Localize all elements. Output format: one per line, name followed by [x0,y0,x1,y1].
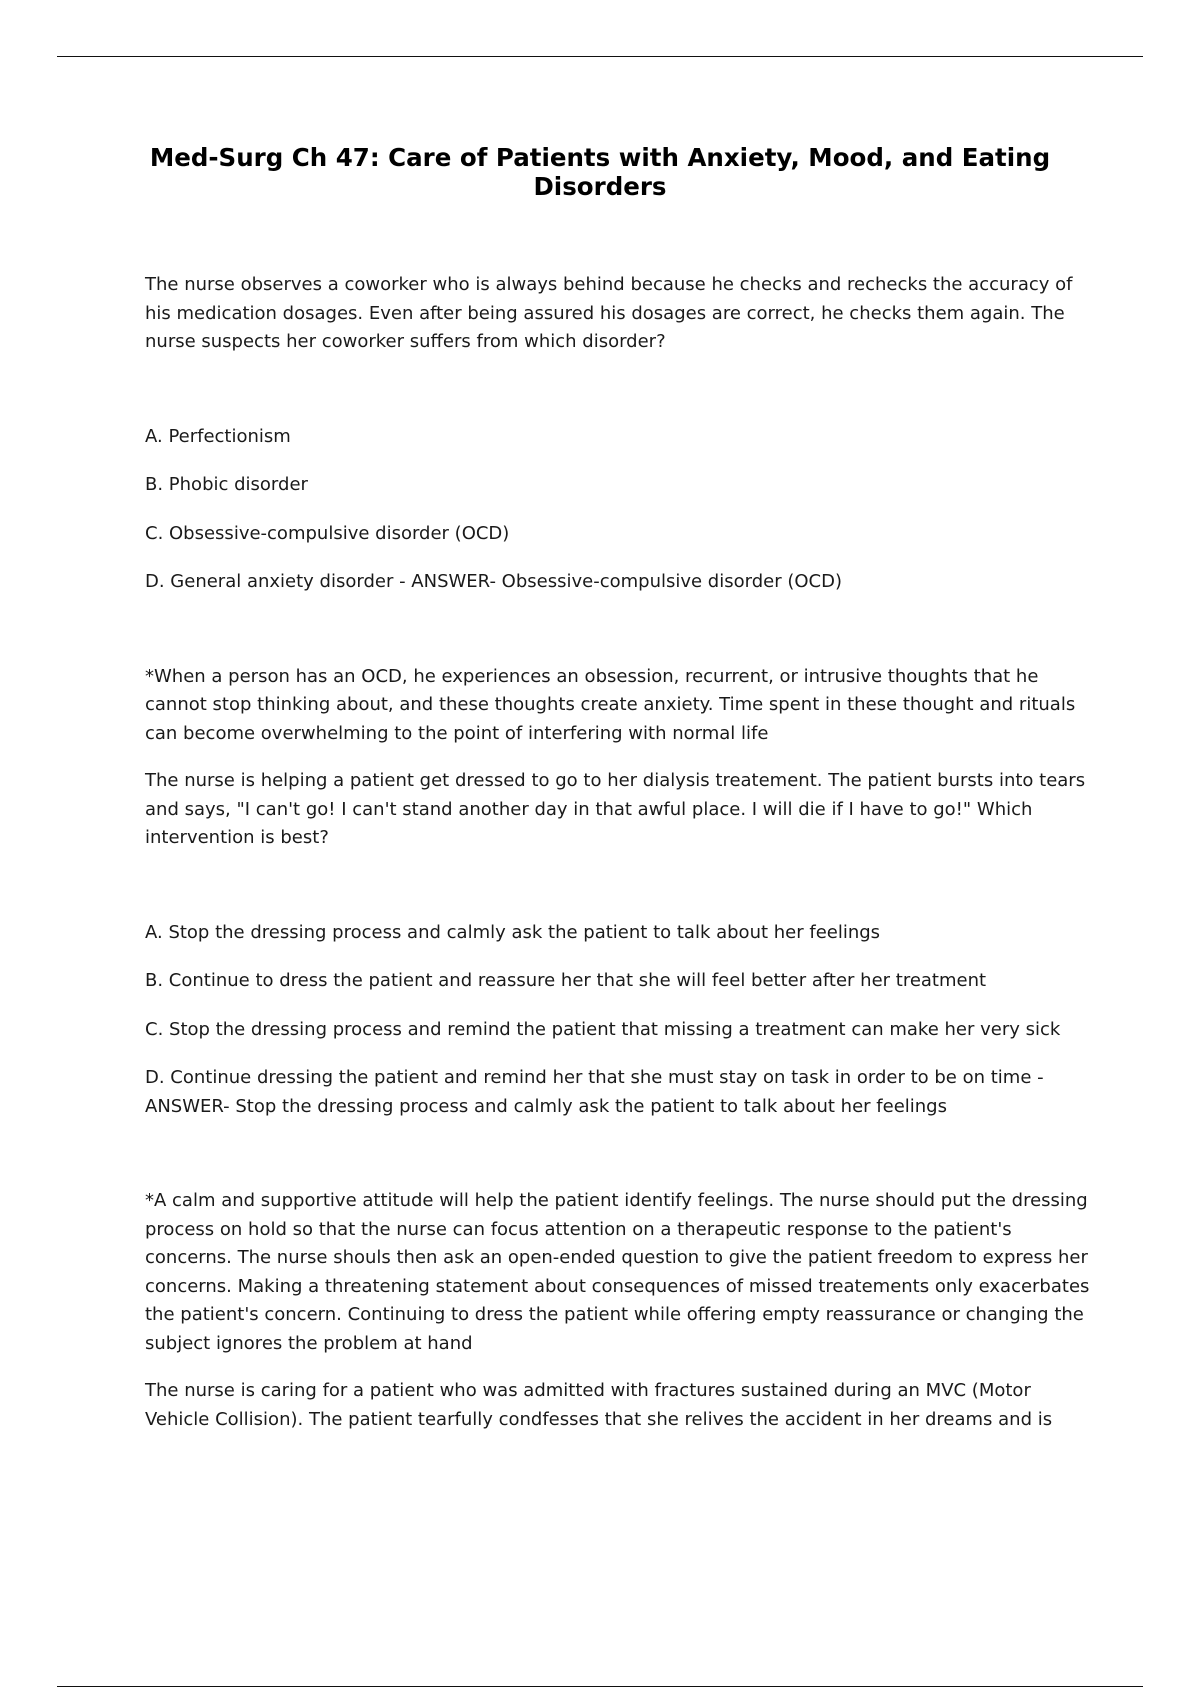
question-2-rationale: *A calm and supportive attitude will help the patient identify feelings. The nurse should put the dressing process on hold so that the nurse can focus attention on a therapeutic response to the patient's concerns. The nurse shouls then ask an open-ended question to give the patient freedom to express her concerns. Making a threatening statement about consequences of missed treatements only exacerbates the patient's concern. Continuing to dress the patient while offering empty reassurance or changing the subject ignores the problem at hand [145,1190,1090,1354]
question-2-option-a: A. Stop the dressing process and calmly ask the patient to talk about her feelings [145,921,881,943]
question-3-stem: The nurse is caring for a patient who was admitted with fractures sustained during an MVC (Motor Vehicle Collision). The patient tearfully condfesses that she relives the accident in her dreams and is [145,1380,1053,1430]
question-2-option-c: C. Stop the dressing process and remind the patient that missing a treatment can make her very sick [145,1018,1061,1040]
question-1-stem: The nurse observes a coworker who is always behind because he checks and rechecks the accuracy of his medication dosages. Even after being assured his dosages are correct, he checks them again. The nurse suspects her coworker suffers from which disorder? [145,274,1073,352]
document-body [145,271,1090,1434]
question-2-option-d: D. Continue dressing the patient and remind her that she must stay on task in order to be on time - ANSWER- Stop the dressing process and calmly ask the patient to talk about her feelings [145,1067,1044,1117]
question-1-option-c: C. Obsessive-compulsive disorder (OCD) [145,522,510,544]
question-1-option-d: D. General anxiety disorder - ANSWER- Obsessive-compulsive disorder (OCD) [145,571,842,592]
question-1-option-b: B. Phobic disorder [145,474,308,495]
bottom-rule [57,1686,1143,1687]
document-title: Med-Surg Ch 47: Care of Patients with Anxiety, Mood, and Eating Disorders [149,143,1051,201]
question-1-rationale: *When a person has an OCD, he experiences an obsession, recurrent, or intrusive thoughts that he cannot stop thinking about, and these thoughts create anxiety. Time spent in these thought and rituals can become overwhelming to the point of interfering with normal life [145,665,1076,744]
question-2-option-b: B. Continue to dress the patient and reassure her that she will feel better after her treatment [145,970,987,991]
question-1-option-a: A. Perfectionism [145,425,291,447]
question-2-stem: The nurse is helping a patient get dressed to go to her dialysis treatement. The patient bursts into tears and says, "I can't go! I can't stand another day in that awful place. I will die if I have to go!" Which intervention is best? [145,770,1086,848]
top-rule [57,56,1143,57]
